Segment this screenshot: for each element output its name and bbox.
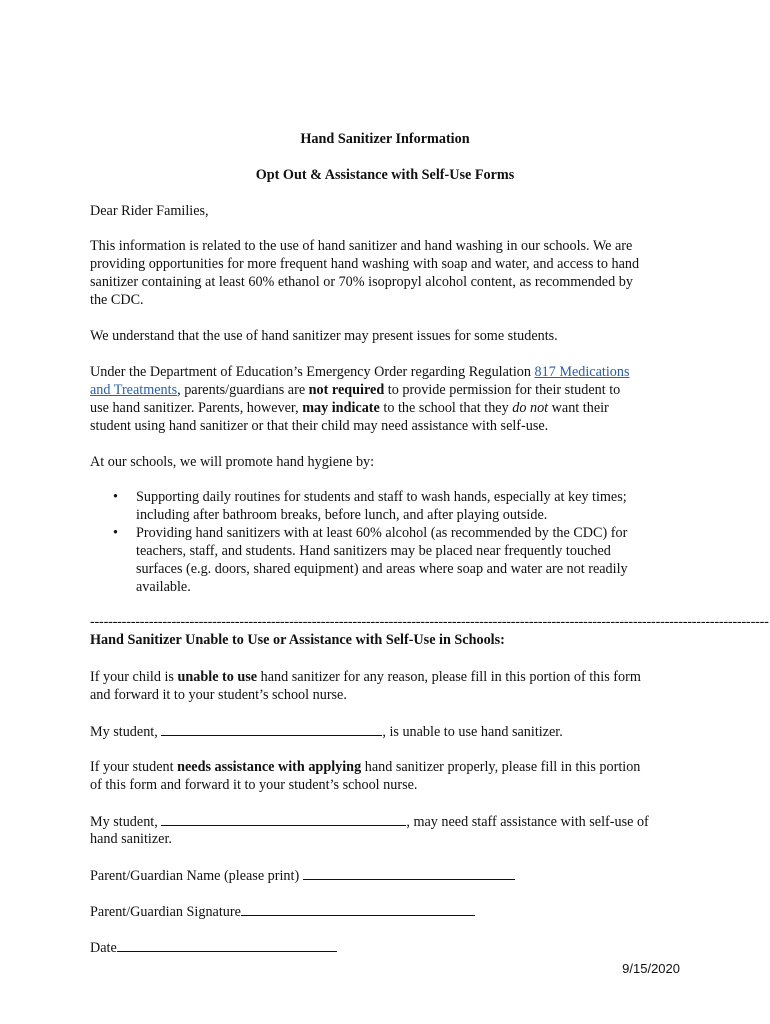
order-text: to the school that they — [379, 400, 513, 416]
list-item-line: Supporting daily routines for students and staff to wash hands, especially at key times; — [136, 489, 627, 505]
unable-student-name-field[interactable] — [161, 722, 382, 736]
regulation-link[interactable]: and Treatments — [90, 382, 178, 398]
bullet-icon: • — [113, 525, 118, 541]
date-line — [90, 938, 337, 957]
document-title: Hand Sanitizer Information — [300, 131, 470, 147]
greeting: Dear Rider Families, — [90, 203, 209, 219]
form-label: hand sanitizer. — [90, 831, 172, 847]
form-text: If your child is — [90, 669, 178, 685]
form-text: of this form and forward it to your student’s school nurse. — [90, 777, 418, 793]
promote-paragraph: At our schools, we will promote hand hygiene by: — [90, 454, 375, 470]
list-item-line: available. — [136, 579, 191, 595]
list-item-line: including after bathroom breaks, before lunch, and after playing outside. — [136, 507, 548, 523]
form-label: Date — [90, 940, 117, 956]
assist-paragraph — [90, 758, 640, 776]
unable-student-line — [90, 722, 563, 741]
parent-signature-line — [90, 902, 475, 921]
order-line — [90, 363, 630, 381]
form-label: Parent/Guardian Signature — [90, 904, 241, 920]
document-subtitle: Opt Out & Assistance with Self-Use Forms — [255, 167, 515, 183]
order-line: student using hand sanitizer or that their child may need assistance with self-use. — [90, 418, 549, 434]
form-label: My student, — [90, 724, 162, 740]
order-line — [90, 399, 609, 417]
parent-name-field[interactable] — [303, 866, 515, 880]
form-text: hand sanitizer for any reason, please fill in this portion of this form — [257, 669, 641, 685]
regulation-link[interactable]: 817 Medications — [534, 364, 630, 380]
parent-signature-field[interactable] — [241, 902, 475, 916]
intro-line: the CDC. — [90, 292, 144, 308]
emphasis-text: needs assistance with applying — [177, 759, 362, 775]
footer-date: 9/15/2020 — [622, 961, 680, 976]
unable-paragraph — [90, 668, 641, 686]
intro-line: providing opportunities for more frequent hand washing with soap and water, and access to hand — [90, 256, 640, 272]
form-text: If your student — [90, 759, 178, 775]
understand-paragraph: We understand that the use of hand sanitizer may present issues for some students. — [90, 328, 558, 344]
form-text: and forward it to your student’s school nurse. — [90, 687, 347, 703]
order-text: to provide permission for their student to — [384, 382, 621, 398]
intro-line: sanitizer containing at least 60% ethanol or 70% isopropyl alcohol content, as recommended by — [90, 274, 633, 290]
date-field[interactable] — [117, 938, 337, 952]
list-item-line: surfaces (e.g. doors, shared equipment) and areas where soap and water are not readily — [136, 561, 628, 577]
emphasis-text: may indicate — [302, 400, 380, 416]
emphasis-italic: do not — [512, 400, 549, 416]
order-text: want their — [548, 400, 609, 416]
order-line — [90, 381, 620, 399]
assist-student-name-field[interactable] — [161, 812, 406, 826]
intro-line: This information is related to the use of hand sanitizer and hand washing in our schools. We are — [90, 238, 633, 254]
bullet-icon: • — [113, 489, 118, 505]
form-text: hand sanitizer properly, please fill in this portion — [361, 759, 641, 775]
list-item-line: Providing hand sanitizers with at least 60% alcohol (as recommended by the CDC) for — [136, 525, 628, 541]
parent-name-line — [90, 866, 515, 885]
form-label: , may need staff assistance with self-use of — [406, 814, 649, 830]
form-label: Parent/Guardian Name (please print) — [90, 868, 303, 884]
form-heading: Hand Sanitizer Unable to Use or Assistance with Self-Use in Schools: — [90, 632, 505, 648]
order-text: Under the Department of Education’s Emergency Order regarding Regulation — [90, 364, 535, 380]
order-text: , parents/guardians are — [177, 382, 309, 398]
emphasis-text: not required — [308, 382, 385, 398]
order-text: use hand sanitizer. Parents, however, — [90, 400, 303, 416]
assist-student-line — [90, 812, 649, 831]
cut-line-divider: ------------------------------------------------------------------------------------------------------------------------------------------------------ — [90, 614, 769, 630]
list-item-line: teachers, staff, and students. Hand sanitizers may be placed near frequently touched — [136, 543, 611, 559]
emphasis-text: unable to use — [177, 669, 258, 685]
form-label: , is unable to use hand sanitizer. — [382, 724, 563, 740]
form-label: My student, — [90, 814, 162, 830]
